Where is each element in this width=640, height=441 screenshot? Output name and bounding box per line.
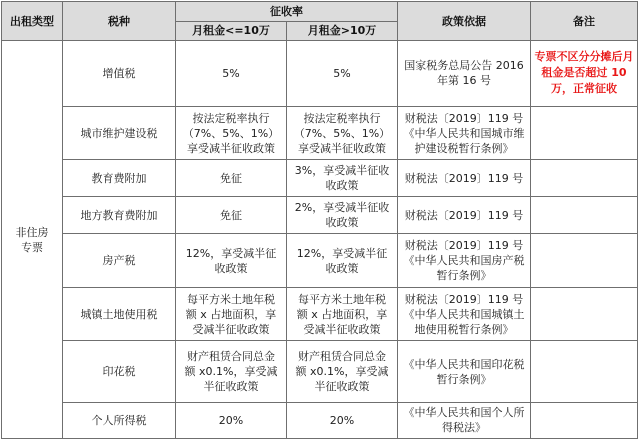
rent-type-cell xyxy=(2,41,63,439)
tax-name-cell xyxy=(63,160,176,197)
tax-name-cell xyxy=(63,402,176,438)
tax-name-cell-line: 城镇土地使用税 xyxy=(80,307,158,321)
policy-basis-cell-line: 《中华人民共和国印花税 xyxy=(403,357,525,371)
policy-basis-cell xyxy=(398,234,531,287)
remark-cell xyxy=(531,41,638,107)
tax-name-cell xyxy=(63,106,176,159)
rate-high-cell xyxy=(287,287,398,340)
rate-low-cell-line: 半征收政策 xyxy=(203,380,259,394)
policy-basis-cell-line: 暂行条例》 xyxy=(436,269,492,283)
policy-basis-cell xyxy=(398,41,531,107)
tax-name-cell xyxy=(63,341,176,403)
remark-cell-empty xyxy=(531,402,638,438)
remark-line: 租金是否超过 10 xyxy=(541,66,627,80)
rate-low-cell-line: 额 x 占地面积，享 xyxy=(185,307,277,321)
tax-name-cell-line: 房产税 xyxy=(102,254,136,268)
tax-name-cell xyxy=(63,41,176,107)
table-row xyxy=(2,287,638,340)
tax-name-cell-line: 地方教育费附加 xyxy=(80,208,158,222)
policy-basis-cell-line: 财税法〔2019〕119 号 xyxy=(404,171,524,185)
policy-basis-cell-line: 财税法〔2019〕119 号 xyxy=(404,208,524,222)
remark-cell-empty xyxy=(531,287,638,340)
rate-high-cell-line: 收政策 xyxy=(325,216,359,230)
rate-low-cell-line: 受减半征收政策 xyxy=(192,322,270,336)
tax-name-cell-line: 个人所得税 xyxy=(91,413,147,427)
rate-low-cell xyxy=(176,41,287,107)
rent-type-line: 专票 xyxy=(21,240,43,254)
tax-name-cell-line: 增值税 xyxy=(102,66,136,80)
rate-high-cell-line: 财产租赁合同总金 xyxy=(298,350,386,364)
remark-cell-empty xyxy=(531,341,638,403)
policy-basis-cell-line: 得税法》 xyxy=(442,421,486,435)
header-row-top xyxy=(2,2,638,22)
rate-low-cell-line: 免征 xyxy=(220,171,242,185)
rate-high-cell-line: 额 x0.1%，享受减 xyxy=(295,365,389,379)
tax-policy-table xyxy=(1,1,638,439)
policy-basis-cell-line: 《中华人民共和国城镇土 xyxy=(403,307,525,321)
rate-high-cell xyxy=(287,160,398,197)
rate-low-cell xyxy=(176,341,287,403)
rate-high-cell-line: 2%，享受减半征收 xyxy=(294,201,390,215)
rate-high-cell xyxy=(287,197,398,234)
table-row xyxy=(2,197,638,234)
header-policy-basis: 政策依据 xyxy=(398,2,531,41)
tax-name-cell xyxy=(63,234,176,287)
policy-basis-cell-line: 地使用税暂行条例》 xyxy=(414,322,514,336)
rate-high-cell-line: 收政策 xyxy=(325,261,359,275)
rate-low-cell xyxy=(176,106,287,159)
policy-basis-cell-line: 护建设税暂行条例》 xyxy=(414,141,514,155)
rate-low-cell-line: 每平方米土地年税 xyxy=(187,292,275,306)
header-tax-type: 税种 xyxy=(63,2,176,41)
rate-low-cell xyxy=(176,197,287,234)
policy-basis-cell xyxy=(398,402,531,438)
rate-low-cell xyxy=(176,287,287,340)
rate-low-cell-line: 额 x0.1%，享受减 xyxy=(184,365,278,379)
rate-high-cell xyxy=(287,402,398,438)
policy-basis-cell xyxy=(398,160,531,197)
table-row xyxy=(2,234,638,287)
header-rate-group: 征收率 xyxy=(176,2,398,22)
table-row xyxy=(2,341,638,403)
rate-low-cell-line: 财产租赁合同总金 xyxy=(187,350,275,364)
remark-cell-empty xyxy=(531,234,638,287)
rate-low-cell-line: （7%、5%、1%） xyxy=(182,126,280,140)
rent-type-line: 非住房 xyxy=(15,225,49,239)
tax-name-cell-line: 教育费附加 xyxy=(91,171,147,185)
rate-low-cell-line: 按法定税率执行 xyxy=(192,111,270,125)
rate-high-cell-line: 按法定税率执行 xyxy=(303,111,381,125)
rate-high-cell-line: 3%，享受减半征收 xyxy=(294,164,390,178)
tax-name-cell-line: 印花税 xyxy=(102,365,136,379)
policy-basis-cell xyxy=(398,341,531,403)
rate-low-cell-line: 20% xyxy=(218,413,244,427)
rate-high-cell xyxy=(287,234,398,287)
policy-basis-cell-line: 财税法〔2019〕119 号 xyxy=(404,239,524,253)
policy-basis-cell xyxy=(398,287,531,340)
policy-basis-cell xyxy=(398,197,531,234)
table-row xyxy=(2,106,638,159)
tax-name-cell xyxy=(63,287,176,340)
remark-cell-empty xyxy=(531,197,638,234)
table-row xyxy=(2,402,638,438)
rate-high-cell-line: 受减半征收政策 xyxy=(303,322,381,336)
remark-line: 万，正常征收 xyxy=(551,82,617,96)
tax-name-cell-line: 城市维护建设税 xyxy=(80,126,158,140)
policy-basis-cell-line: 《中华人民共和国城市维 xyxy=(403,126,525,140)
rate-high-cell xyxy=(287,106,398,159)
rate-high-cell-line: 20% xyxy=(329,413,355,427)
remark-cell-empty xyxy=(531,160,638,197)
header-rent-type: 出租类型 xyxy=(2,2,63,41)
rate-high-cell xyxy=(287,41,398,107)
policy-basis-cell-line: 年第 16 号 xyxy=(437,74,491,88)
rate-high-cell-line: 额 x 占地面积，享 xyxy=(296,307,388,321)
policy-basis-cell-line: 《中华人民共和国个人所 xyxy=(403,406,525,420)
remark-line: 专票不区分分摊后月 xyxy=(534,50,634,64)
rate-low-cell-line: 12%，享受减半征 xyxy=(185,246,277,260)
table-row xyxy=(2,41,638,107)
rate-high-cell-line: 半征收政策 xyxy=(314,380,370,394)
rate-low-cell-line: 享受减半征收政策 xyxy=(187,141,275,155)
tax-name-cell xyxy=(63,197,176,234)
policy-basis-cell-line: 国家税务总局公告 2016 xyxy=(404,59,524,73)
rate-low-cell-line: 5% xyxy=(222,66,240,80)
rate-low-cell-line: 收政策 xyxy=(214,261,248,275)
rate-high-cell-line: 5% xyxy=(333,66,351,80)
policy-basis-cell-line: 财税法〔2019〕119 号 xyxy=(404,111,524,125)
rate-high-cell-line: 享受减半征收政策 xyxy=(298,141,386,155)
policy-basis-cell-line: 财税法〔2019〕119 号 xyxy=(404,292,524,306)
header-rate-high: 月租金>10万 xyxy=(287,21,398,41)
policy-basis-cell-line: 暂行条例》 xyxy=(436,372,492,386)
rate-high-cell-line: 12%，享受减半征 xyxy=(296,246,388,260)
policy-basis-cell xyxy=(398,106,531,159)
rate-high-cell xyxy=(287,341,398,403)
rate-high-cell-line: （7%、5%、1%） xyxy=(293,126,391,140)
rate-high-cell-line: 收政策 xyxy=(325,179,359,193)
rate-low-cell-line: 免征 xyxy=(220,208,242,222)
header-remarks: 备注 xyxy=(531,2,638,41)
rate-low-cell xyxy=(176,402,287,438)
header-rate-low: 月租金<=10万 xyxy=(176,21,287,41)
rate-low-cell xyxy=(176,160,287,197)
table-row xyxy=(2,160,638,197)
policy-basis-cell-line: 《中华人民共和国房产税 xyxy=(403,254,525,268)
rate-low-cell xyxy=(176,234,287,287)
remark-cell-empty xyxy=(531,106,638,159)
rate-high-cell-line: 每平方米土地年税 xyxy=(298,292,386,306)
